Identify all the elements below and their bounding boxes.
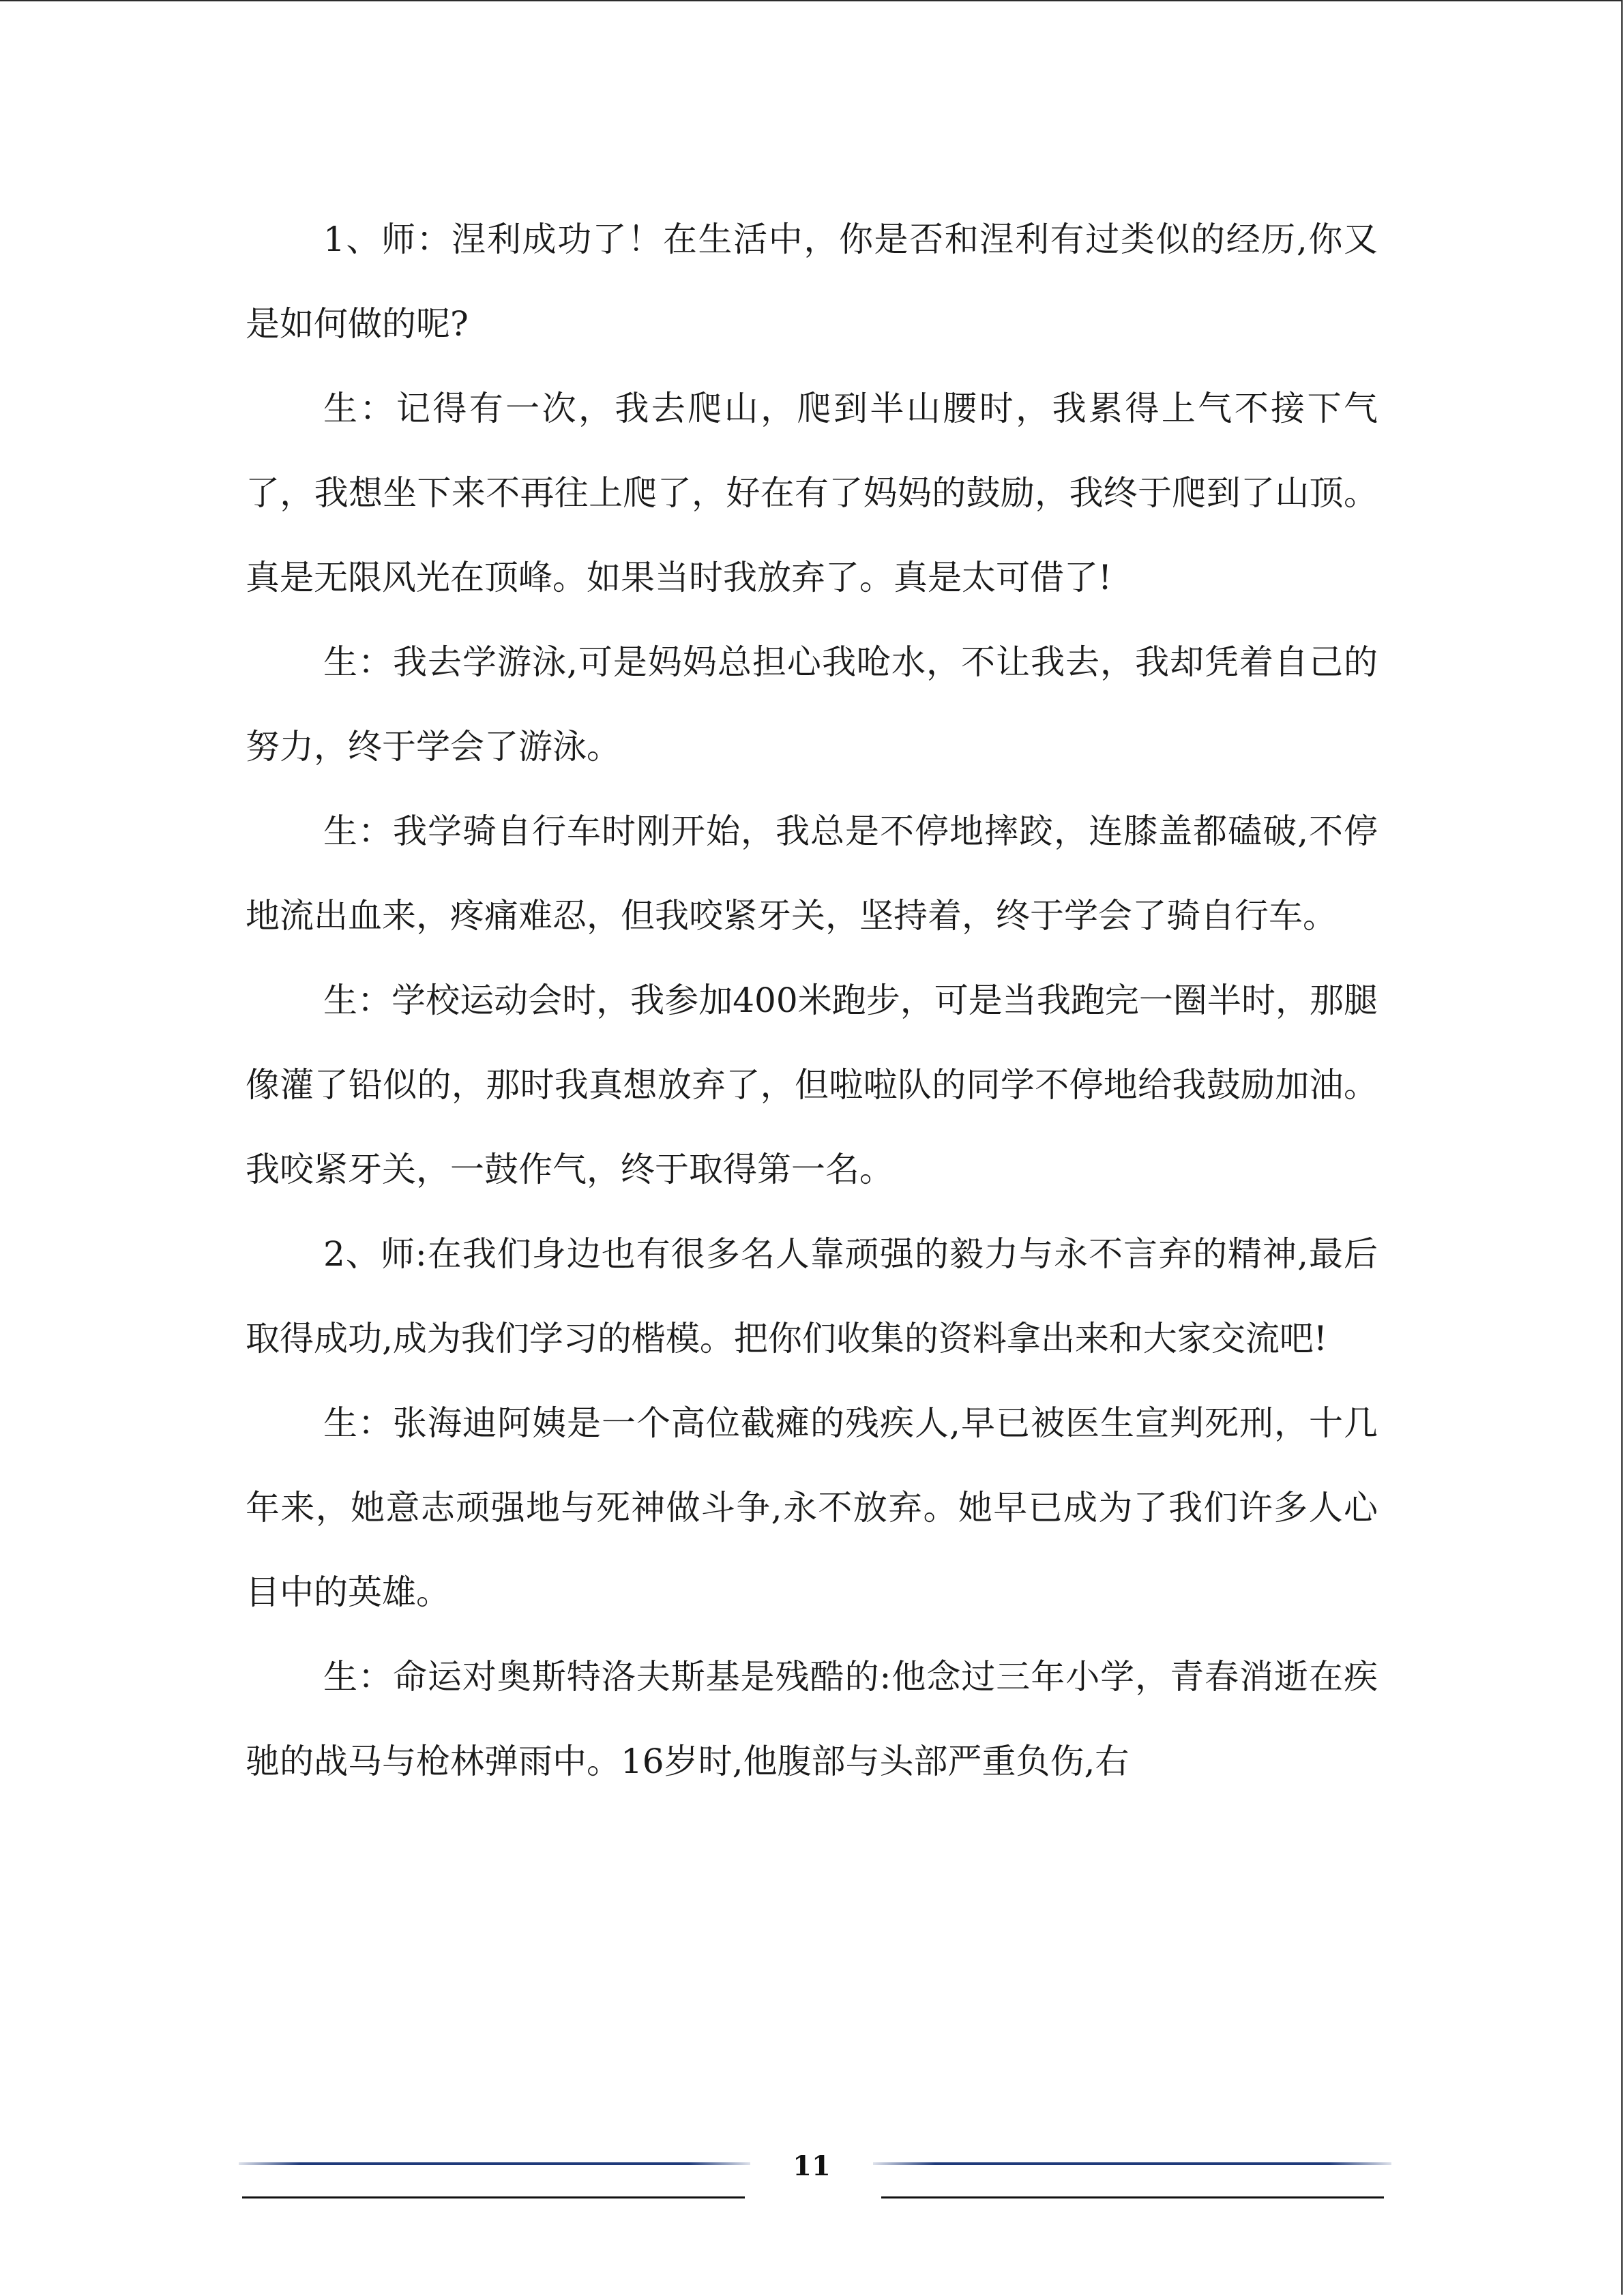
footer-rule-left-bottom xyxy=(242,2196,745,2198)
paragraph-2: 生：记得有一次，我去爬山，爬到半山腰时，我累得上气不接下气了，我想坐下来不再往上爬了，好在有了妈妈的鼓励，我终于爬到了山顶。真是无限风光在顶峰。如果当时我放弃了。真是太可借了! xyxy=(246,389,1378,597)
page-footer xyxy=(239,2151,1391,2206)
paragraph-5: 生：学校运动会时，我参加400米跑步，可是当我跑完一圈半时，那腿像灌了铅似的，那时我真想放弃了，但啦啦队的同学不停地给我鼓励加油。我咬紧牙关，一鼓作气，终于取得第一名。 xyxy=(246,981,1378,1189)
footer-rule-right-bottom xyxy=(881,2196,1384,2198)
document-body xyxy=(246,197,1378,1804)
paragraph-6: 2、师:在我们身边也有很多名人靠顽强的毅力与永不言弃的精神,最后取得成功,成为我们学习的楷模。把你们收集的资料拿出来和大家交流吧! xyxy=(246,1234,1378,1358)
paragraph-1: 1、师：涅利成功了！在生活中，你是否和涅利有过类似的经历,你又是如何做的呢? xyxy=(246,220,1378,344)
paragraph-8: 生：命运对奥斯特洛夫斯基是残酷的:他念过三年小学，青春消逝在疾驰的战马与枪林弹雨中。16岁时,他腹部与头部严重负伤,右 xyxy=(246,1657,1378,1781)
footer-rule-left-top xyxy=(239,2162,750,2165)
paragraph-3: 生：我去学游泳,可是妈妈总担心我呛水，不让我去，我却凭着自己的努力，终于学会了游泳。 xyxy=(246,642,1378,766)
footer-rule-right-top xyxy=(873,2162,1391,2165)
paragraph-7: 生：张海迪阿姨是一个高位截瘫的残疾人,早已被医生宣判死刑，十几年来，她意志顽强地与死神做斗争,永不放弃。她早已成为了我们许多人心目中的英雄。 xyxy=(246,1403,1378,1612)
page-number: 11 xyxy=(793,2150,831,2182)
paragraph-4: 生：我学骑自行车时刚开始，我总是不停地摔跤，连膝盖都磕破,不停地流出血来，疼痛难忍，但我咬紧牙关，坚持着，终于学会了骑自行车。 xyxy=(246,811,1378,936)
